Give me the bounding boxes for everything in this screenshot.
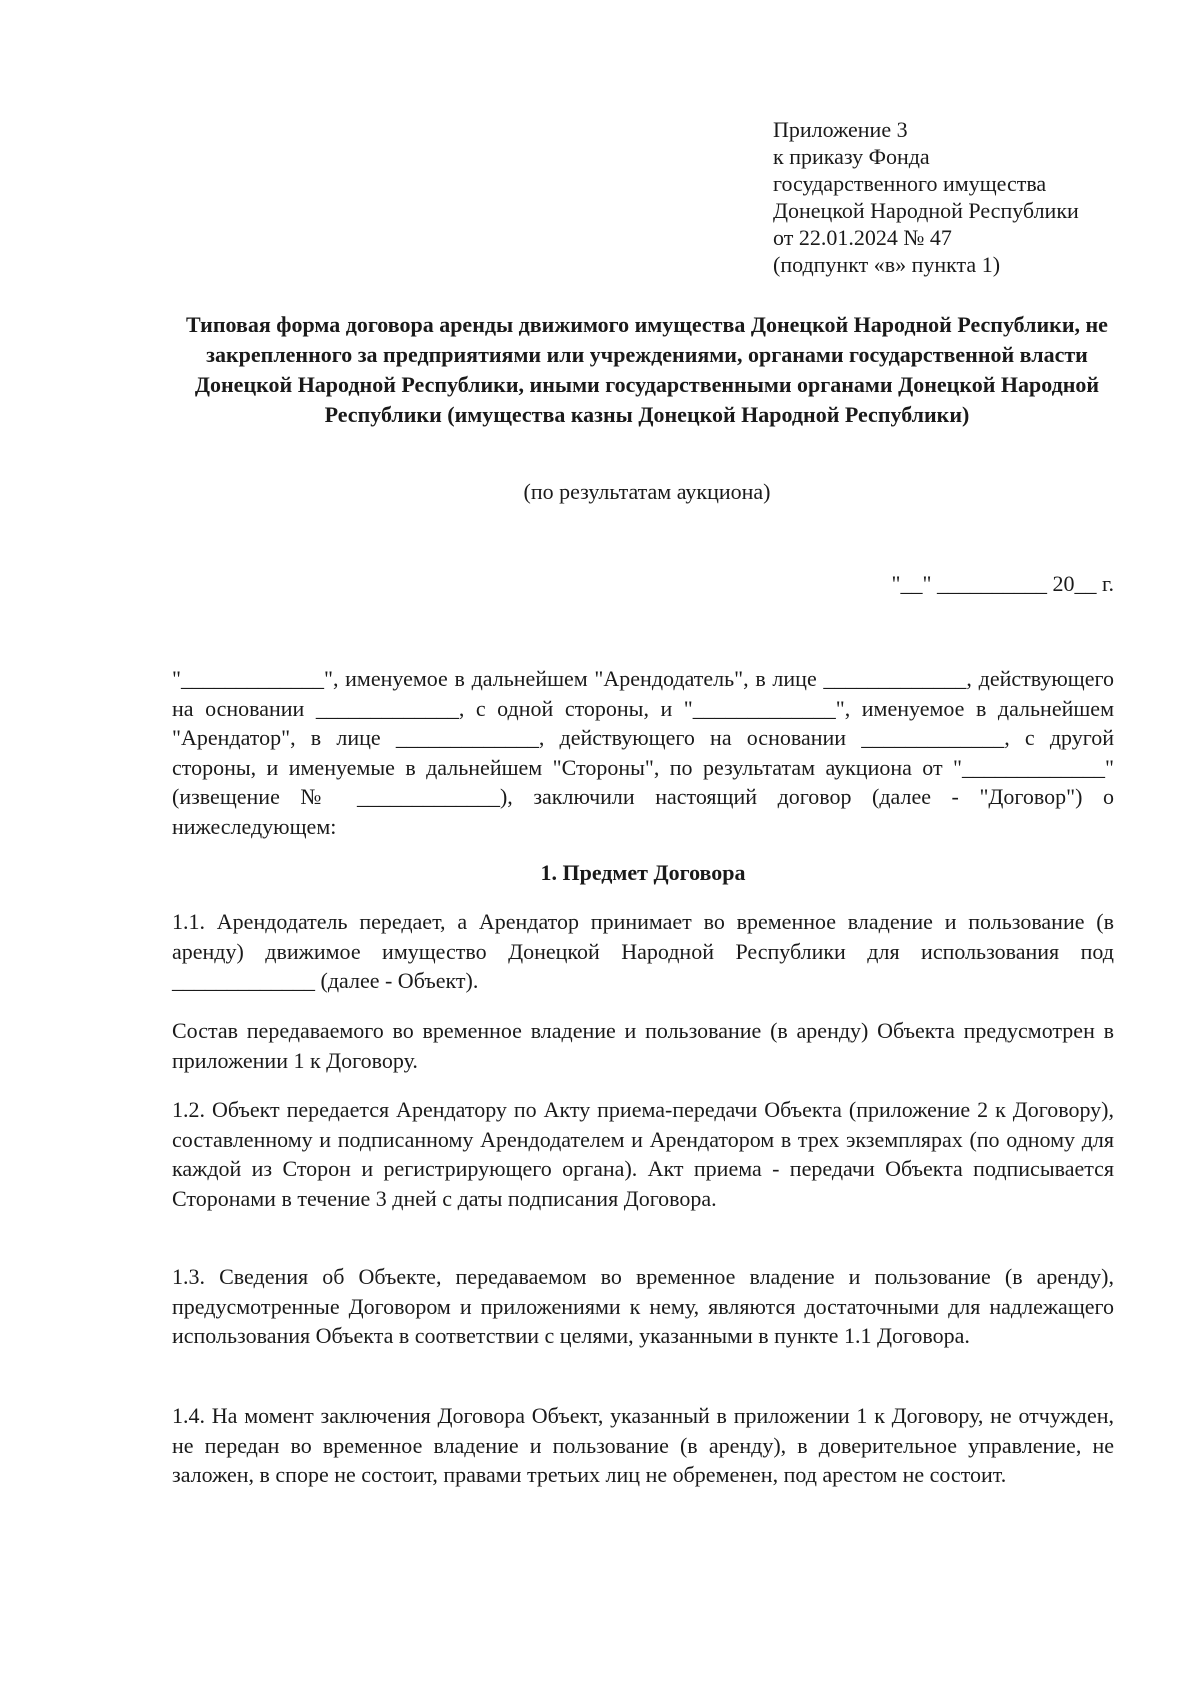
appendix-line: к приказу Фонда bbox=[773, 144, 930, 169]
paragraph: 1.2. Объект передается Арендатору по Акту приема-передачи Объекта (приложение 2 к Договору), составленному и подписанному Арендодателем и Арендатором в трех экземплярах (по одному для каждой из Сторон и регистрирующего органа). Акт приема - передачи Объекта подписывается Сторонами в течение 3 дней с даты подписания Договора. bbox=[172, 1097, 1114, 1211]
preamble-block bbox=[172, 664, 1114, 841]
paragraph: 1.4. На момент заключения Договора Объект, указанный в приложении 1 к Договору, не отчужден, не передан во временное владение и пользование (в аренду), в доверительное управление, не заложен, в споре не состоит, правами третьих лиц не обременен, под арестом не состоит. bbox=[172, 1403, 1114, 1487]
section-1-paragraph-1-4 bbox=[172, 1401, 1114, 1490]
section-1-paragraph-1-1 bbox=[172, 907, 1114, 996]
paragraph: 1.3. Сведения об Объекте, передаваемом во временное владение и пользование (в аренду), предусмотренные Договором и приложениями к нему, являются достаточными для надлежащего использования Объекта в соответствии с целями, указанными в пункте 1.1 Договора. bbox=[172, 1264, 1114, 1348]
paragraph: Состав передаваемого во временное владение и пользование (в аренду) Объекта предусмотрен в приложении 1 к Договору. bbox=[172, 1018, 1114, 1073]
preamble-paragraph: "_____________", именуемое в дальнейшем "Арендодатель", в лице _____________, действующего на основании _____________, с одной стороны, и "_____________", именуемое в дальнейшем "Арендатор", в лице _____________, действующего на основании _____________, с другой стороны, и именуемые в дальнейшем "Стороны", по результатам аукциона от "_____________" (извещение № _____________), заключили настоящий договор (далее - "Договор") о нижеследующем: bbox=[172, 666, 1114, 839]
appendix-line: Донецкой Народной Республики bbox=[773, 198, 1079, 223]
appendix-line: Приложение 3 bbox=[773, 117, 908, 142]
section-1-paragraph-1-2 bbox=[172, 1095, 1114, 1213]
appendix-line: от 22.01.2024 № 47 bbox=[773, 225, 952, 250]
document-title: Типовая форма договора аренды движимого имущества Донецкой Народной Республики, не закрепленного за предприятиями или учреждениями, органами государственной власти Донецкой Народной Республики, иными государственными органами Донецкой Народной Республики (имущества казны Донецкой Народной Республики) bbox=[186, 312, 1108, 427]
section-1-heading: 1. Предмет Договора bbox=[540, 860, 746, 885]
document-subtitle: (по результатам аукциона) bbox=[523, 479, 771, 504]
date-line: "__" __________ 20__ г. bbox=[891, 571, 1114, 596]
paragraph: 1.1. Арендодатель передает, а Арендатор принимает во временное владение и пользование (в аренду) движимое имущество Донецкой Народной Республики для использования под _____________ (далее - Объект). bbox=[172, 909, 1114, 993]
section-1-paragraph-composition bbox=[172, 1016, 1114, 1075]
appendix-line: (подпункт «в» пункта 1) bbox=[773, 252, 1001, 277]
appendix-line: государственного имущества bbox=[773, 171, 1047, 196]
appendix-block bbox=[773, 116, 1079, 278]
section-1-paragraph-1-3 bbox=[172, 1262, 1114, 1351]
